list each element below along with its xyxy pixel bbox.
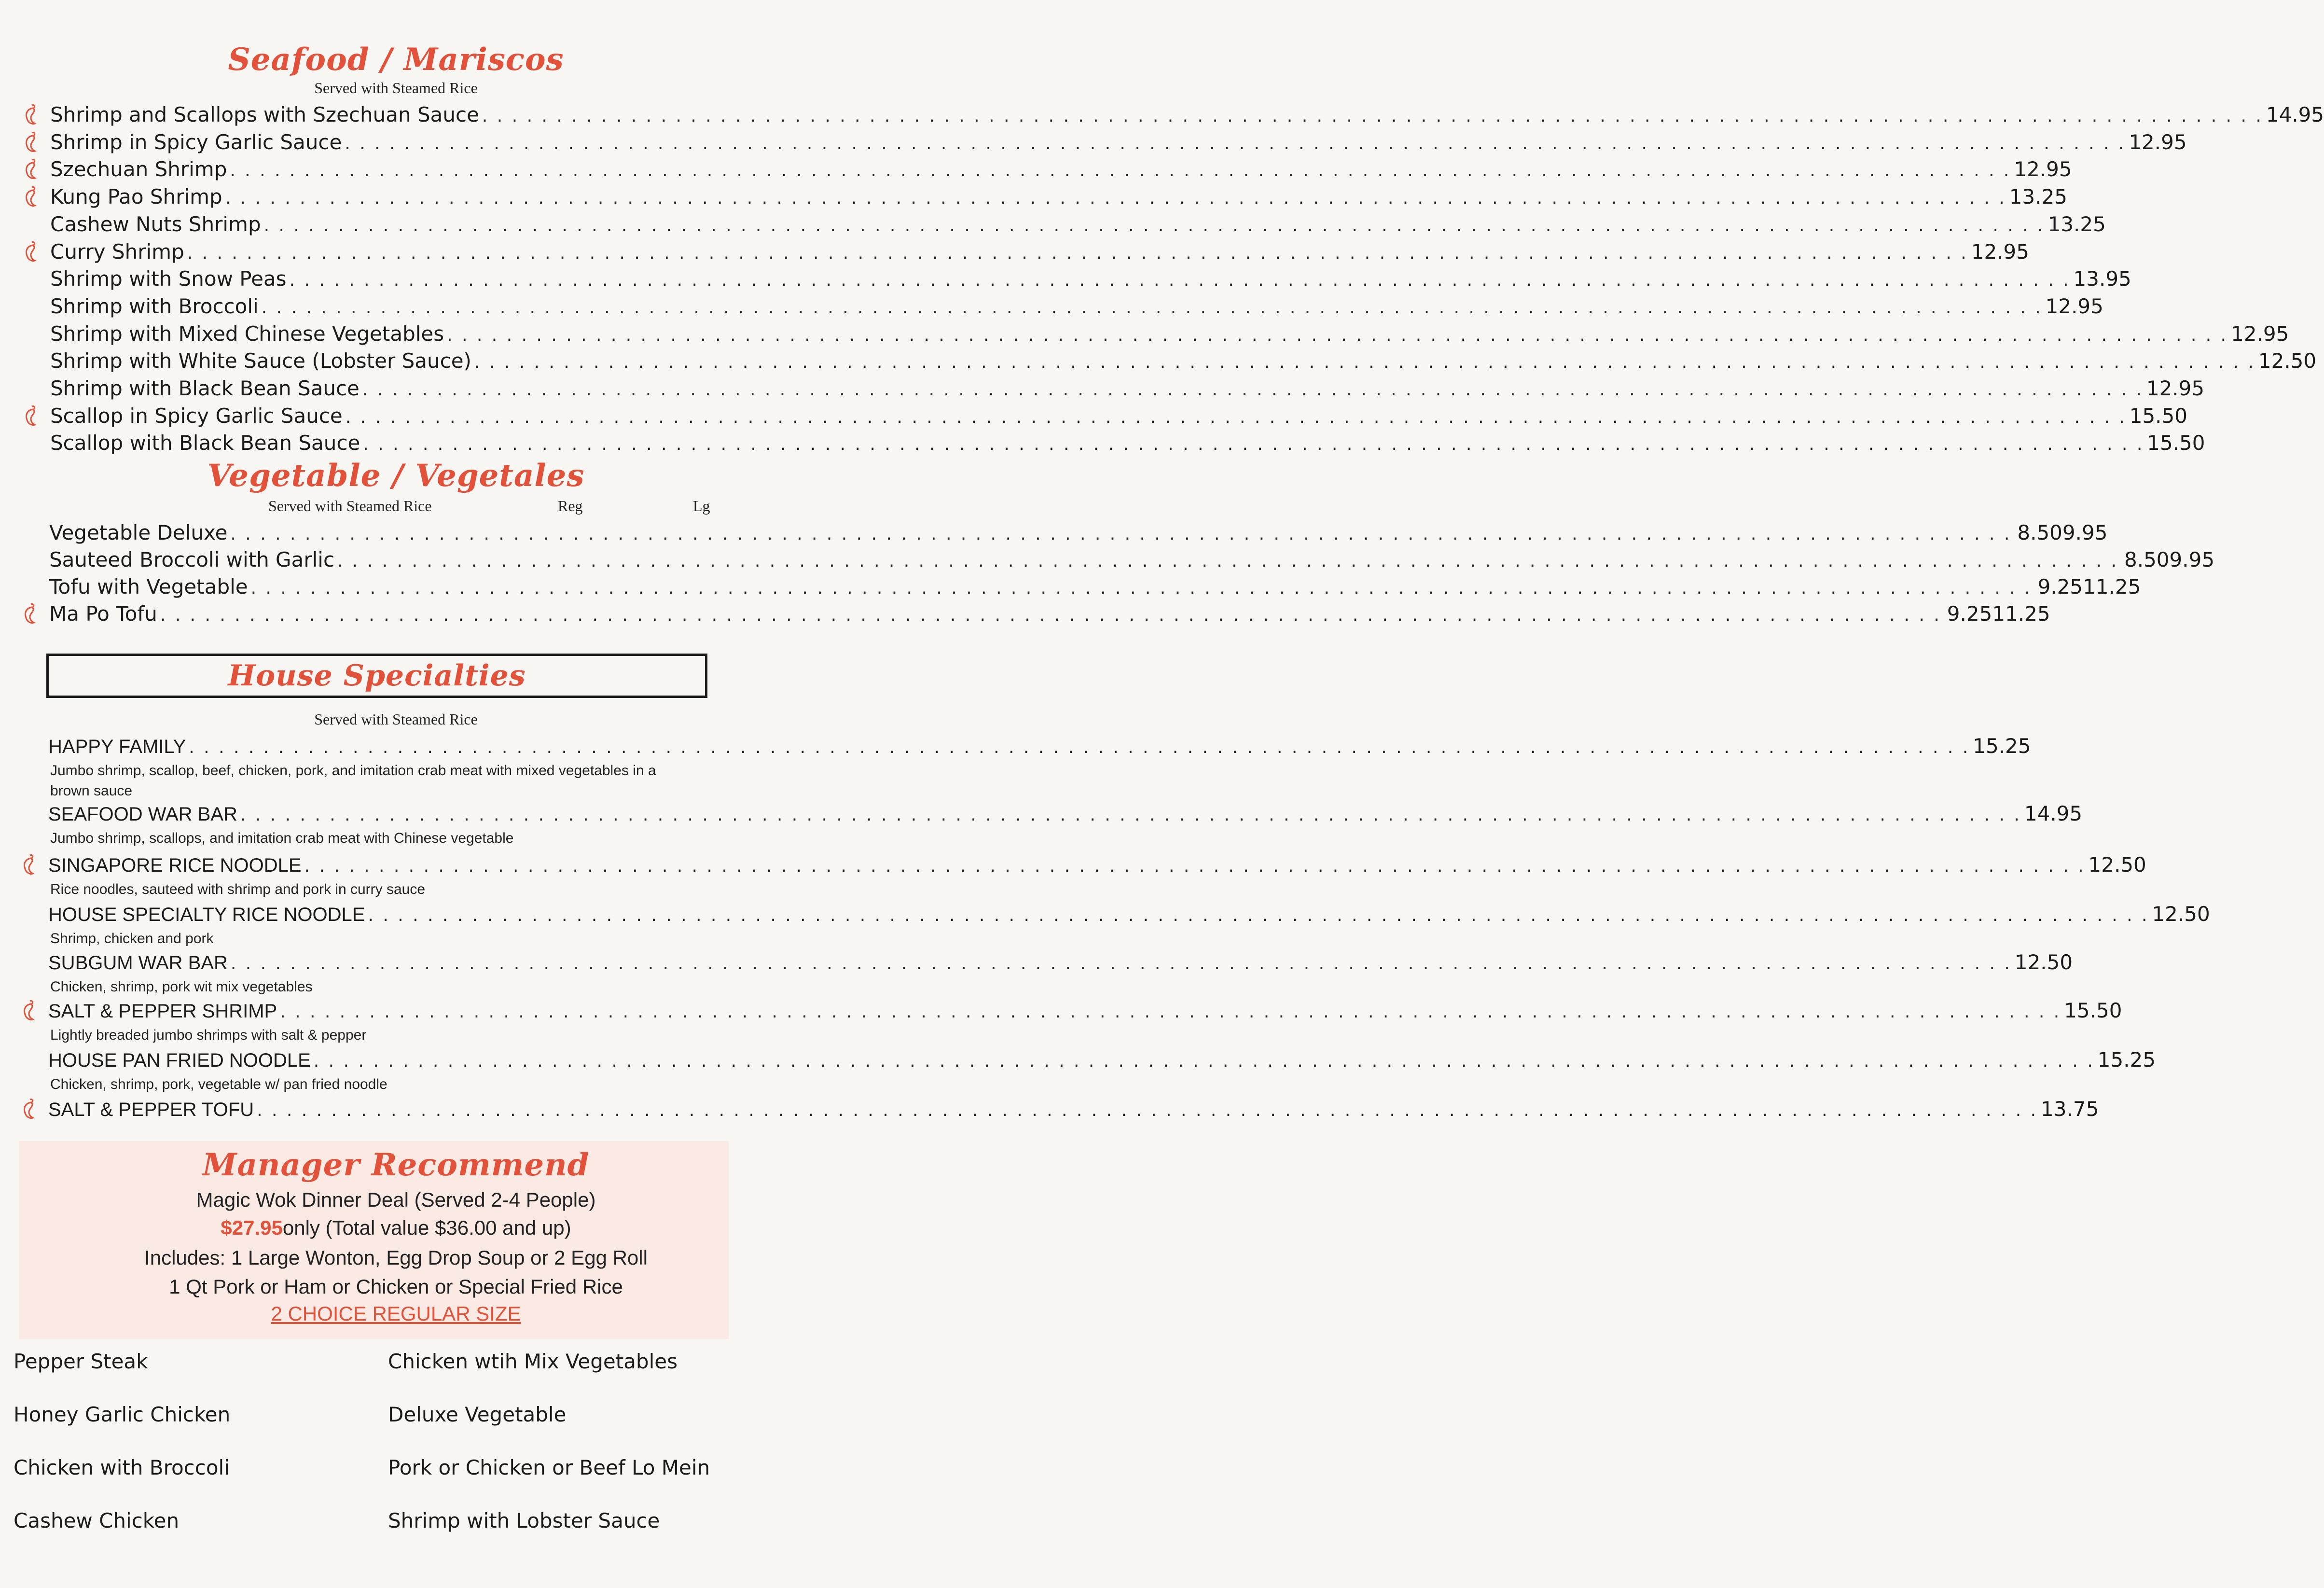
dot-leader: . . . . . . . . . . . . . . . . . . . . . . . . . . . . . . . . . . . . . . . . . . . . . . . . . . . . . . . . . . . . . . . . . . . . . . . . . . . . . . . . . . . . . . . . . . . . . . . . . . . . . . . . . . . . . . . . . . . . . . . . [289, 270, 2071, 291]
choice-item: Honey Garlic Chicken [14, 1403, 231, 1426]
manager-choice-wrap [0, 1302, 792, 1325]
item-price: 13.75 [2041, 1097, 2099, 1121]
item-price: 12.95 [1971, 239, 2029, 264]
item-price-reg: 9.25 [1947, 602, 1992, 626]
chili-pepper-icon [22, 404, 39, 428]
item-price: 15.50 [2147, 431, 2205, 455]
item-price: 14.95 [2024, 802, 2083, 825]
manager-title-wrap [0, 1147, 792, 1183]
item-price-lg: 9.95 [2062, 521, 2108, 544]
house-item [48, 800, 2083, 827]
item-price: 13.95 [2073, 267, 2131, 291]
house-subtitle: Served with Steamed Rice [314, 710, 478, 728]
vegetable-item [49, 546, 2215, 573]
item-name: Curry Shrimp [50, 239, 184, 264]
item-name: SINGAPORE RICE NOODLE [48, 855, 302, 876]
chili-pepper-icon [20, 999, 37, 1022]
manager-price-note: only (Total value $36.00 and up) [282, 1216, 571, 1239]
dot-leader: . . . . . . . . . . . . . . . . . . . . . . . . . . . . . . . . . . . . . . . . . . . . . . . . . . . . . . . . . . . . . . . . . . . . . . . . . . . . . . . . . . . . . . . . . . . . . . . . . . . . . . . . . . . . . . . . . . . . . . . . [337, 551, 2119, 571]
item-price-lg: 9.95 [2169, 548, 2215, 571]
item-name: SALT & PEPPER SHRIMP [48, 1001, 277, 1022]
vegetable-col-lg: Lg [693, 497, 710, 515]
dot-leader: . . . . . . . . . . . . . . . . . . . . . . . . . . . . . . . . . . . . . . . . . . . . . . . . . . . . . . . . . . . . . . . . . . . . . . . . . . . . . . . . . . . . . . . . . . . . . . . . . . . . . . . . . . . . . . . . . . . . . . . . [160, 605, 1941, 625]
house-item [48, 1096, 2099, 1123]
dot-leader: . . . . . . . . . . . . . . . . . . . . . . . . . . . . . . . . . . . . . . . . . . . . . . . . . . . . . . . . . . . . . . . . . . . . . . . . . . . . . . . . . . . . . . . . . . . . . . . . . . . . . . . . . . . . . . . . . . . . . . . . [257, 1100, 2038, 1120]
item-name: Sauteed Broccoli with Garlic [49, 548, 335, 571]
chili-pepper-icon [20, 1098, 37, 1121]
dot-leader: . . . . . . . . . . . . . . . . . . . . . . . . . . . . . . . . . . . . . . . . . . . . . . . . . . . . . . . . . . . . . . . . . . . . . . . . . . . . . . . . . . . . . . . . . . . . . . . . . . . . . . . . . . . . . . . . . . . . . . . . [482, 106, 2263, 126]
dot-leader: . . . . . . . . . . . . . . . . . . . . . . . . . . . . . . . . . . . . . . . . . . . . . . . . . . . . . . . . . . . . . . . . . . . . . . . . . . . . . . . . . . . . . . . . . . . . . . . . . . . . . . . . . . . . . . . . . . . . . . . . [263, 215, 2045, 236]
item-description: Chicken, shrimp, pork, vegetable w/ pan fried noodle [50, 1076, 387, 1092]
seafood-item [50, 211, 2106, 238]
dot-leader: . . . . . . . . . . . . . . . . . . . . . . . . . . . . . . . . . . . . . . . . . . . . . . . . . . . . . . . . . . . . . . . . . . . . . . . . . . . . . . . . . . . . . . . . . . . . . . . . . . . . . . . . . . . . . . . . . . . . . . . . [189, 738, 1970, 757]
dot-leader: . . . . . . . . . . . . . . . . . . . . . . . . . . . . . . . . . . . . . . . . . . . . . . . . . . . . . . . . . . . . . . . . . . . . . . . . . . . . . . . . . . . . . . . . . . . . . . . . . . . . . . . . . . . . . . . . . . . . . . . . [261, 297, 2043, 318]
vegetable-item [49, 600, 2050, 627]
house-title: House Specialties [228, 659, 526, 693]
dot-leader: . . . . . . . . . . . . . . . . . . . . . . . . . . . . . . . . . . . . . . . . . . . . . . . . . . . . . . . . . . . . . . . . . . . . . . . . . . . . . . . . . . . . . . . . . . . . . . . . . . . . . . . . . . . . . . . . . . . . . . . . [280, 1002, 2061, 1022]
item-price-reg: 8.50 [2124, 548, 2170, 571]
manager-deal: Magic Wok Dinner Deal (Served 2-4 People) [196, 1188, 596, 1211]
item-name: Shrimp with Mixed Chinese Vegetables [50, 321, 444, 346]
house-specialties-box [46, 654, 707, 698]
chili-pepper-icon [21, 602, 38, 626]
house-item [48, 997, 2122, 1024]
dot-leader: . . . . . . . . . . . . . . . . . . . . . . . . . . . . . . . . . . . . . . . . . . . . . . . . . . . . . . . . . . . . . . . . . . . . . . . . . . . . . . . . . . . . . . . . . . . . . . . . . . . . . . . . . . . . . . . . . . . . . . . . [230, 161, 2011, 181]
item-name: Cashew Nuts Shrimp [50, 212, 261, 236]
item-name: Shrimp with Snow Peas [50, 267, 287, 291]
item-name: Tofu with Vegetable [49, 575, 248, 599]
dot-leader: . . . . . . . . . . . . . . . . . . . . . . . . . . . . . . . . . . . . . . . . . . . . . . . . . . . . . . . . . . . . . . . . . . . . . . . . . . . . . . . . . . . . . . . . . . . . . . . . . . . . . . . . . . . . . . . . . . . . . . . . [474, 352, 2255, 373]
choice-item: Chicken with Broccoli [14, 1456, 230, 1479]
item-name: Shrimp with Black Bean Sauce [50, 376, 360, 400]
dot-leader: . . . . . . . . . . . . . . . . . . . . . . . . . . . . . . . . . . . . . . . . . . . . . . . . . . . . . . . . . . . . . . . . . . . . . . . . . . . . . . . . . . . . . . . . . . . . . . . . . . . . . . . . . . . . . . . . . . . . . . . . [345, 133, 2126, 153]
item-name: HOUSE PAN FRIED NOODLE [48, 1050, 311, 1071]
item-price: 13.25 [2009, 185, 2067, 209]
item-name: Shrimp with White Sauce (Lobster Sauce) [50, 349, 471, 373]
manager-choice-label: 2 CHOICE REGULAR SIZE [271, 1302, 521, 1325]
manager-title: Manager Recommend [202, 1147, 590, 1183]
item-price-reg: 9.25 [2037, 575, 2083, 599]
dot-leader: . . . . . . . . . . . . . . . . . . . . . . . . . . . . . . . . . . . . . . . . . . . . . . . . . . . . . . . . . . . . . . . . . . . . . . . . . . . . . . . . . . . . . . . . . . . . . . . . . . . . . . . . . . . . . . . . . . . . . . . . [230, 524, 2012, 544]
dot-leader: . . . . . . . . . . . . . . . . . . . . . . . . . . . . . . . . . . . . . . . . . . . . . . . . . . . . . . . . . . . . . . . . . . . . . . . . . . . . . . . . . . . . . . . . . . . . . . . . . . . . . . . . . . . . . . . . . . . . . . . . [304, 856, 2086, 876]
vegetable-title: Vegetable / Vegetales [207, 458, 585, 494]
seafood-item [50, 183, 2067, 210]
vegetable-header [0, 458, 792, 494]
item-price: 15.25 [1973, 734, 2031, 758]
dot-leader: . . . . . . . . . . . . . . . . . . . . . . . . . . . . . . . . . . . . . . . . . . . . . . . . . . . . . . . . . . . . . . . . . . . . . . . . . . . . . . . . . . . . . . . . . . . . . . . . . . . . . . . . . . . . . . . . . . . . . . . . [187, 243, 1968, 263]
choice-item: Pepper Steak [14, 1350, 148, 1373]
item-price-lg: 11.25 [1992, 602, 2050, 626]
dot-leader: . . . . . . . . . . . . . . . . . . . . . . . . . . . . . . . . . . . . . . . . . . . . . . . . . . . . . . . . . . . . . . . . . . . . . . . . . . . . . . . . . . . . . . . . . . . . . . . . . . . . . . . . . . . . . . . . . . . . . . . . [447, 325, 2228, 345]
item-price: 12.95 [2146, 376, 2205, 400]
item-price: 15.50 [2064, 999, 2122, 1022]
seafood-item [50, 293, 2103, 320]
dot-leader: . . . . . . . . . . . . . . . . . . . . . . . . . . . . . . . . . . . . . . . . . . . . . . . . . . . . . . . . . . . . . . . . . . . . . . . . . . . . . . . . . . . . . . . . . . . . . . . . . . . . . . . . . . . . . . . . . . . . . . . . [313, 1051, 2095, 1071]
seafood-item [50, 156, 2072, 183]
item-price-lg: 11.25 [2083, 575, 2141, 599]
chili-pepper-icon [22, 185, 39, 209]
item-description: Jumbo shrimp, scallops, and imitation crab meat with Chinese vegetable [50, 830, 514, 846]
item-name: HOUSE SPECIALTY RICE NOODLE [48, 904, 365, 925]
manager-price-line [0, 1216, 792, 1240]
seafood-item [50, 129, 2187, 156]
choice-item: Deluxe Vegetable [388, 1403, 567, 1426]
item-name: Shrimp in Spicy Garlic Sauce [50, 130, 342, 154]
item-name: Vegetable Deluxe [49, 521, 228, 544]
item-name: HAPPY FAMILY [48, 736, 186, 757]
dot-leader: . . . . . . . . . . . . . . . . . . . . . . . . . . . . . . . . . . . . . . . . . . . . . . . . . . . . . . . . . . . . . . . . . . . . . . . . . . . . . . . . . . . . . . . . . . . . . . . . . . . . . . . . . . . . . . . . . . . . . . . . [250, 578, 2032, 598]
seafood-subtitle: Served with Steamed Rice [314, 79, 478, 97]
item-price: 12.95 [2045, 294, 2103, 318]
chili-pepper-icon [20, 853, 37, 877]
vegetable-subheader [0, 497, 792, 516]
choice-item: Pork or Chicken or Beef Lo Mein [388, 1456, 710, 1479]
item-name: Ma Po Tofu [49, 602, 157, 626]
item-price: 12.50 [2014, 950, 2073, 974]
house-item [48, 901, 2210, 928]
manager-includes: Includes: 1 Large Wonton, Egg Drop Soup or 2 Egg Roll [144, 1246, 648, 1269]
vegetable-item [49, 519, 2108, 546]
manager-price: $27.95 [221, 1216, 283, 1239]
item-price: 15.25 [2097, 1048, 2156, 1072]
seafood-item [50, 403, 2187, 430]
seafood-item [50, 320, 2289, 348]
item-name: SEAFOOD WAR BAR [48, 804, 237, 825]
item-name: Shrimp with Broccoli [50, 294, 259, 318]
item-name: Scallop with Black Bean Sauce [50, 431, 360, 455]
chili-pepper-icon [22, 131, 39, 154]
item-price: 12.95 [2014, 157, 2072, 181]
item-price-reg: 8.50 [2017, 521, 2062, 544]
item-price: 12.95 [2231, 321, 2289, 346]
dot-leader: . . . . . . . . . . . . . . . . . . . . . . . . . . . . . . . . . . . . . . . . . . . . . . . . . . . . . . . . . . . . . . . . . . . . . . . . . . . . . . . . . . . . . . . . . . . . . . . . . . . . . . . . . . . . . . . . . . . . . . . . [345, 407, 2127, 427]
seafood-subtitle-wrap [0, 79, 792, 97]
house-item [48, 1046, 2156, 1073]
house-item [48, 851, 2146, 878]
item-price: 13.25 [2047, 212, 2106, 236]
vegetable-item [49, 573, 2141, 600]
item-name: Szechuan Shrimp [50, 157, 227, 181]
seafood-item [50, 375, 2205, 402]
dot-leader: . . . . . . . . . . . . . . . . . . . . . . . . . . . . . . . . . . . . . . . . . . . . . . . . . . . . . . . . . . . . . . . . . . . . . . . . . . . . . . . . . . . . . . . . . . . . . . . . . . . . . . . . . . . . . . . . . . . . . . . . [363, 434, 2144, 455]
choice-item: Chicken wtih Mix Vegetables [388, 1350, 678, 1373]
item-description: Jumbo shrimp, scallop, beef, chicken, pork, and imitation crab meat with mixed vegetables in a brown sauce [50, 763, 656, 799]
seafood-header [0, 42, 792, 78]
item-name: Scallop in Spicy Garlic Sauce [50, 404, 343, 428]
item-price: 12.50 [2258, 349, 2317, 373]
item-name: Shrimp and Scallops with Szechuan Sauce [50, 103, 479, 126]
item-name: SALT & PEPPER TOFU [48, 1099, 254, 1120]
seafood-item [50, 348, 2317, 375]
item-name: Kung Pao Shrimp [50, 185, 222, 209]
choice-item: Cashew Chicken [14, 1509, 180, 1532]
manager-rice: 1 Qt Pork or Ham or Chicken or Special Fried Rice [169, 1275, 623, 1298]
seafood-item [50, 101, 2324, 128]
item-price: 12.95 [2129, 130, 2187, 154]
item-description: Rice noodles, sauteed with shrimp and pork in curry sauce [50, 881, 426, 897]
dot-leader: . . . . . . . . . . . . . . . . . . . . . . . . . . . . . . . . . . . . . . . . . . . . . . . . . . . . . . . . . . . . . . . . . . . . . . . . . . . . . . . . . . . . . . . . . . . . . . . . . . . . . . . . . . . . . . . . . . . . . . . . [230, 954, 2012, 974]
vegetable-col-reg: Reg [558, 497, 583, 515]
chili-pepper-icon [22, 158, 39, 181]
chili-pepper-icon [22, 240, 39, 264]
seafood-item [50, 238, 2029, 265]
house-subtitle-wrap [0, 710, 792, 728]
dot-leader: . . . . . . . . . . . . . . . . . . . . . . . . . . . . . . . . . . . . . . . . . . . . . . . . . . . . . . . . . . . . . . . . . . . . . . . . . . . . . . . . . . . . . . . . . . . . . . . . . . . . . . . . . . . . . . . . . . . . . . . . [368, 905, 2149, 925]
item-description: Chicken, shrimp, pork wit mix vegetables [50, 979, 313, 995]
item-name: SUBGUM WAR BAR [48, 952, 228, 974]
dot-leader: . . . . . . . . . . . . . . . . . . . . . . . . . . . . . . . . . . . . . . . . . . . . . . . . . . . . . . . . . . . . . . . . . . . . . . . . . . . . . . . . . . . . . . . . . . . . . . . . . . . . . . . . . . . . . . . . . . . . . . . . [225, 188, 2006, 209]
seafood-item [50, 430, 2205, 457]
item-price: 12.50 [2152, 902, 2210, 926]
item-description: Lightly breaded jumbo shrimps with salt & pepper [50, 1027, 367, 1043]
seafood-title: Seafood / Mariscos [228, 42, 564, 78]
item-description: Shrimp, chicken and pork [50, 931, 214, 947]
house-item [48, 949, 2073, 976]
item-price: 12.50 [2088, 853, 2146, 877]
dot-leader: . . . . . . . . . . . . . . . . . . . . . . . . . . . . . . . . . . . . . . . . . . . . . . . . . . . . . . . . . . . . . . . . . . . . . . . . . . . . . . . . . . . . . . . . . . . . . . . . . . . . . . . . . . . . . . . . . . . . . . . . [240, 805, 2021, 825]
seafood-item [50, 265, 2131, 293]
choice-item: Shrimp with Lobster Sauce [388, 1509, 660, 1532]
chili-pepper-icon [22, 103, 39, 126]
vegetable-subtitle: Served with Steamed Rice [268, 497, 432, 515]
item-price: 14.95 [2266, 103, 2324, 126]
item-price: 15.50 [2129, 404, 2187, 428]
dot-leader: . . . . . . . . . . . . . . . . . . . . . . . . . . . . . . . . . . . . . . . . . . . . . . . . . . . . . . . . . . . . . . . . . . . . . . . . . . . . . . . . . . . . . . . . . . . . . . . . . . . . . . . . . . . . . . . . . . . . . . . . [362, 380, 2144, 400]
house-item [48, 733, 2031, 760]
